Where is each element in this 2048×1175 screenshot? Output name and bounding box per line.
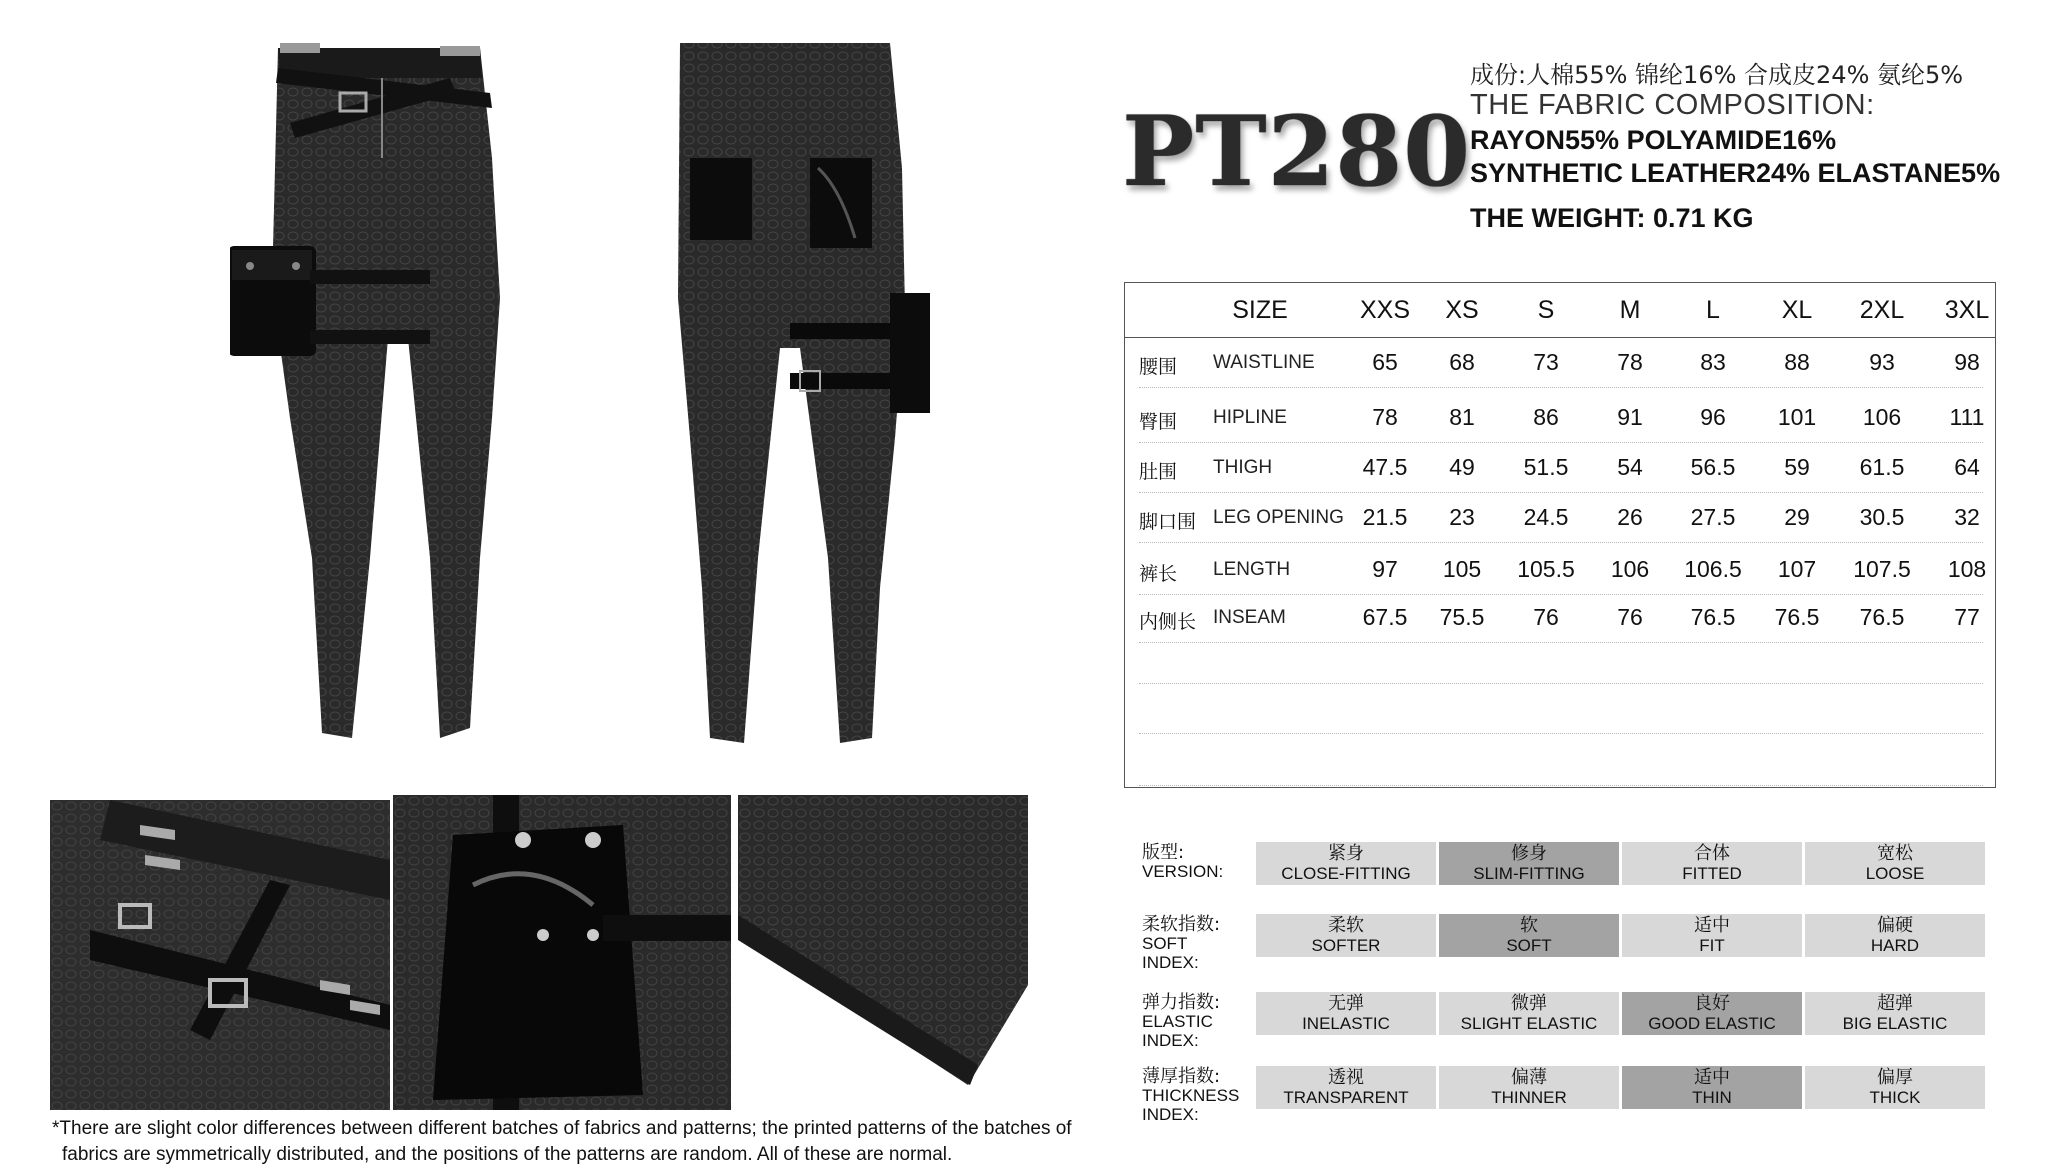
- size-table-row: [1139, 545, 1987, 595]
- attribute-option-en: HARD: [1870, 936, 1920, 955]
- attribute-option-en: THINNER: [1491, 1088, 1567, 1107]
- attribute-option: [1805, 992, 1985, 1035]
- attribute-option-en: FITTED: [1682, 864, 1742, 883]
- measure-value: 65: [1372, 349, 1398, 375]
- attribute-scale: [1256, 842, 1988, 885]
- size-col-header: 2XL: [1859, 296, 1905, 324]
- attribute-option-selected: [1622, 1066, 1802, 1109]
- fabric-composition: [1470, 55, 2030, 234]
- attribute-option-en: GOOD ELASTIC: [1648, 1014, 1776, 1033]
- measure-value: 51.5: [1523, 454, 1569, 480]
- attribute-option-cn: 超弹: [1877, 993, 1913, 1014]
- detail-photo-holster: [393, 795, 731, 1110]
- size-col-header: XL: [1781, 296, 1813, 324]
- attribute-label-cn: 柔软指数:: [1142, 914, 1221, 935]
- measure-value: 83: [1700, 349, 1726, 375]
- measure-value: 76.5: [1690, 604, 1736, 630]
- attribute-option-en: FIT: [1699, 936, 1725, 955]
- fabric-weight: THE WEIGHT: 0.71 KG: [1470, 203, 1754, 233]
- attribute-option-cn: 良好: [1694, 993, 1730, 1014]
- attribute-label: [1142, 993, 1220, 1050]
- measure-value: 76: [1617, 604, 1643, 630]
- measure-value: 107: [1777, 556, 1817, 582]
- fabric-composition-cn: 成份:人棉55% 锦纶16% 合成皮24% 氨纶5%: [1470, 61, 1964, 89]
- product-photo-back: [640, 38, 940, 768]
- attribute-option-en: TRANSPARENT: [1283, 1088, 1409, 1107]
- attribute-option-en: SOFT: [1506, 936, 1552, 955]
- attribute-option: [1805, 914, 1985, 957]
- attribute-option: [1622, 914, 1802, 957]
- attribute-option-selected: [1439, 842, 1619, 885]
- measure-value: 98: [1954, 349, 1980, 375]
- fabric-composition-line-2: SYNTHETIC LEATHER24% ELASTANE5%: [1470, 158, 2001, 188]
- attribute-option-selected: [1439, 914, 1619, 957]
- attribute-label-cn: 弹力指数:: [1142, 992, 1221, 1013]
- attribute-option-cn: 透视: [1328, 1067, 1364, 1088]
- attribute-option-en: BIG ELASTIC: [1842, 1014, 1948, 1033]
- measure-label-cn: 脚口围: [1139, 511, 1197, 533]
- attribute-option-cn: 紧身: [1328, 843, 1364, 864]
- attribute-option-cn: 宽松: [1877, 843, 1913, 864]
- size-col-header: XS: [1445, 296, 1479, 324]
- measure-label-en: LEG OPENING: [1213, 507, 1344, 528]
- attribute-option-en: SLIGHT ELASTIC: [1460, 1014, 1598, 1033]
- disclaimer-line-1: *There are slight color differences between different batches of fabrics and patterns; the printed patterns of the batches of: [52, 1118, 1072, 1139]
- attribute-option-cn: 偏薄: [1511, 1067, 1547, 1088]
- empty-row: [1139, 683, 1983, 734]
- measure-value: 73: [1533, 349, 1559, 375]
- size-header-label: SIZE: [1232, 296, 1288, 324]
- measure-value: 32: [1954, 504, 1980, 530]
- measure-label-cn: 内侧长: [1139, 611, 1197, 633]
- attribute-label: [1142, 843, 1223, 881]
- attribute-label-en: SOFT: [1142, 934, 1188, 953]
- fabric-composition-line-1: RAYON55% POLYAMIDE16%: [1470, 125, 1837, 155]
- detail-photo-leg-opening: [738, 795, 1028, 1110]
- attribute-option-selected: [1622, 992, 1802, 1035]
- measure-label-cn: 裤长: [1139, 563, 1178, 585]
- size-col-header: M: [1619, 296, 1641, 324]
- measure-value: 101: [1777, 404, 1817, 430]
- measure-label-cn: 臀围: [1139, 411, 1178, 433]
- measure-value: 75.5: [1439, 604, 1485, 630]
- measure-value: 106: [1610, 556, 1650, 582]
- measure-label-cn: 肚围: [1139, 461, 1178, 483]
- attribute-option-en: SLIM-FITTING: [1473, 864, 1585, 883]
- measure-value: 59: [1784, 454, 1810, 480]
- attribute-scale: [1256, 914, 1988, 957]
- attribute-label: [1142, 915, 1220, 972]
- measure-value: 24.5: [1523, 504, 1569, 530]
- attribute-option: [1805, 842, 1985, 885]
- model-number: PT280: [1122, 95, 1472, 208]
- attribute-option: [1256, 914, 1436, 957]
- size-table-row: [1139, 393, 1983, 443]
- disclaimer: [52, 1116, 1112, 1168]
- measure-value: 76.5: [1859, 604, 1905, 630]
- measure-value: 29: [1784, 504, 1810, 530]
- attribute-option-en: SOFTER: [1311, 936, 1381, 955]
- attribute-label-en: INDEX:: [1142, 1031, 1199, 1050]
- measure-value: 76.5: [1774, 604, 1820, 630]
- fabric-composition-label: THE FABRIC COMPOSITION:: [1470, 89, 1875, 121]
- attribute-label-en: ELASTIC: [1142, 1012, 1213, 1031]
- measure-value: 81: [1449, 404, 1475, 430]
- size-col-header: L: [1706, 296, 1720, 324]
- size-col-header: 3XL: [1944, 296, 1990, 324]
- measure-value: 23: [1449, 504, 1475, 530]
- measure-value: 68: [1449, 349, 1475, 375]
- attribute-option-cn: 修身: [1511, 843, 1547, 864]
- product-photo-front: [230, 38, 540, 768]
- disclaimer-line-2: fabrics are symmetrically distributed, and the positions of the patterns are random. All of these are normal.: [62, 1144, 953, 1165]
- measure-value: 27.5: [1690, 504, 1736, 530]
- attribute-option: [1256, 842, 1436, 885]
- attribute-label: [1142, 1067, 1239, 1124]
- attribute-option-cn: 微弹: [1511, 993, 1547, 1014]
- size-table-header: [1125, 283, 1995, 338]
- size-table-row: [1139, 338, 1983, 388]
- measure-value: 108: [1947, 556, 1987, 582]
- attribute-option: [1439, 1066, 1619, 1109]
- measure-value: 96: [1700, 404, 1726, 430]
- measure-value: 54: [1617, 454, 1643, 480]
- measure-value: 111: [1949, 404, 1985, 430]
- measure-value: 76: [1533, 604, 1559, 630]
- measure-value: 64: [1954, 454, 1980, 480]
- measure-value: 97: [1372, 556, 1398, 582]
- attribute-option-en: LOOSE: [1865, 864, 1925, 883]
- measure-value: 26: [1617, 504, 1643, 530]
- attribute-option-cn: 无弹: [1328, 993, 1364, 1014]
- attribute-option-cn: 适中: [1694, 1067, 1730, 1088]
- attribute-option-cn: 软: [1520, 915, 1538, 936]
- empty-row: [1139, 735, 1983, 786]
- measure-label-en: LENGTH: [1213, 559, 1291, 580]
- attribute-option-cn: 偏厚: [1877, 1067, 1913, 1088]
- measure-value: 88: [1784, 349, 1810, 375]
- attribute-option-cn: 偏硬: [1877, 915, 1913, 936]
- attribute-option-cn: 柔软: [1328, 915, 1364, 936]
- attribute-option-en: THIN: [1692, 1088, 1732, 1107]
- attribute-option-en: THICK: [1869, 1088, 1921, 1107]
- measure-value: 61.5: [1859, 454, 1905, 480]
- measure-label-en: HIPLINE: [1213, 407, 1287, 428]
- measure-value: 49: [1449, 454, 1475, 480]
- measure-value: 30.5: [1859, 504, 1905, 530]
- attribute-option-en: INELASTIC: [1302, 1014, 1390, 1033]
- detail-photo-waist: [50, 800, 390, 1110]
- size-table-row: [1139, 493, 1983, 543]
- empty-row: [1139, 633, 1983, 684]
- attribute-label-cn: 版型:: [1142, 842, 1185, 863]
- measure-value: 107.5: [1853, 556, 1911, 582]
- attribute-option: [1439, 992, 1619, 1035]
- attribute-scale: [1256, 992, 1988, 1035]
- attribute-option: [1622, 842, 1802, 885]
- attribute-option: [1805, 1066, 1985, 1109]
- measure-value: 77: [1954, 604, 1980, 630]
- size-table-row: [1139, 443, 1983, 493]
- size-col-header: XXS: [1359, 296, 1411, 324]
- measure-value: 106.5: [1684, 556, 1742, 582]
- attribute-label-en: VERSION:: [1142, 862, 1224, 881]
- size-col-header: S: [1537, 296, 1555, 324]
- measure-label-cn: 腰围: [1139, 356, 1178, 378]
- measure-value: 86: [1533, 404, 1559, 430]
- attribute-label-en: THICKNESS: [1142, 1086, 1240, 1105]
- measure-value: 78: [1372, 404, 1398, 430]
- measure-value: 91: [1617, 404, 1643, 430]
- measure-label-en: WAISTLINE: [1213, 352, 1315, 373]
- attribute-option-en: CLOSE-FITTING: [1281, 864, 1411, 883]
- attribute-label-en: INDEX:: [1142, 953, 1199, 972]
- measure-value: 78: [1617, 349, 1643, 375]
- measure-label-en: THIGH: [1213, 457, 1273, 478]
- measure-value: 105.5: [1517, 556, 1575, 582]
- attribute-option-cn: 合体: [1694, 843, 1730, 864]
- measure-value: 21.5: [1362, 504, 1408, 530]
- attribute-option-cn: 适中: [1694, 915, 1730, 936]
- measure-value: 56.5: [1690, 454, 1736, 480]
- attribute-scale: [1256, 1066, 1988, 1109]
- measure-value: 47.5: [1362, 454, 1408, 480]
- attribute-label-en: INDEX:: [1142, 1105, 1199, 1124]
- measure-label-en: INSEAM: [1213, 607, 1286, 628]
- attribute-label-cn: 薄厚指数:: [1142, 1066, 1221, 1087]
- attribute-option: [1256, 992, 1436, 1035]
- measure-value: 67.5: [1362, 604, 1408, 630]
- size-table: [1124, 282, 1996, 788]
- measure-value: 106: [1862, 404, 1902, 430]
- measure-value: 93: [1869, 349, 1895, 375]
- attribute-option: [1256, 1066, 1436, 1109]
- measure-value: 105: [1442, 556, 1482, 582]
